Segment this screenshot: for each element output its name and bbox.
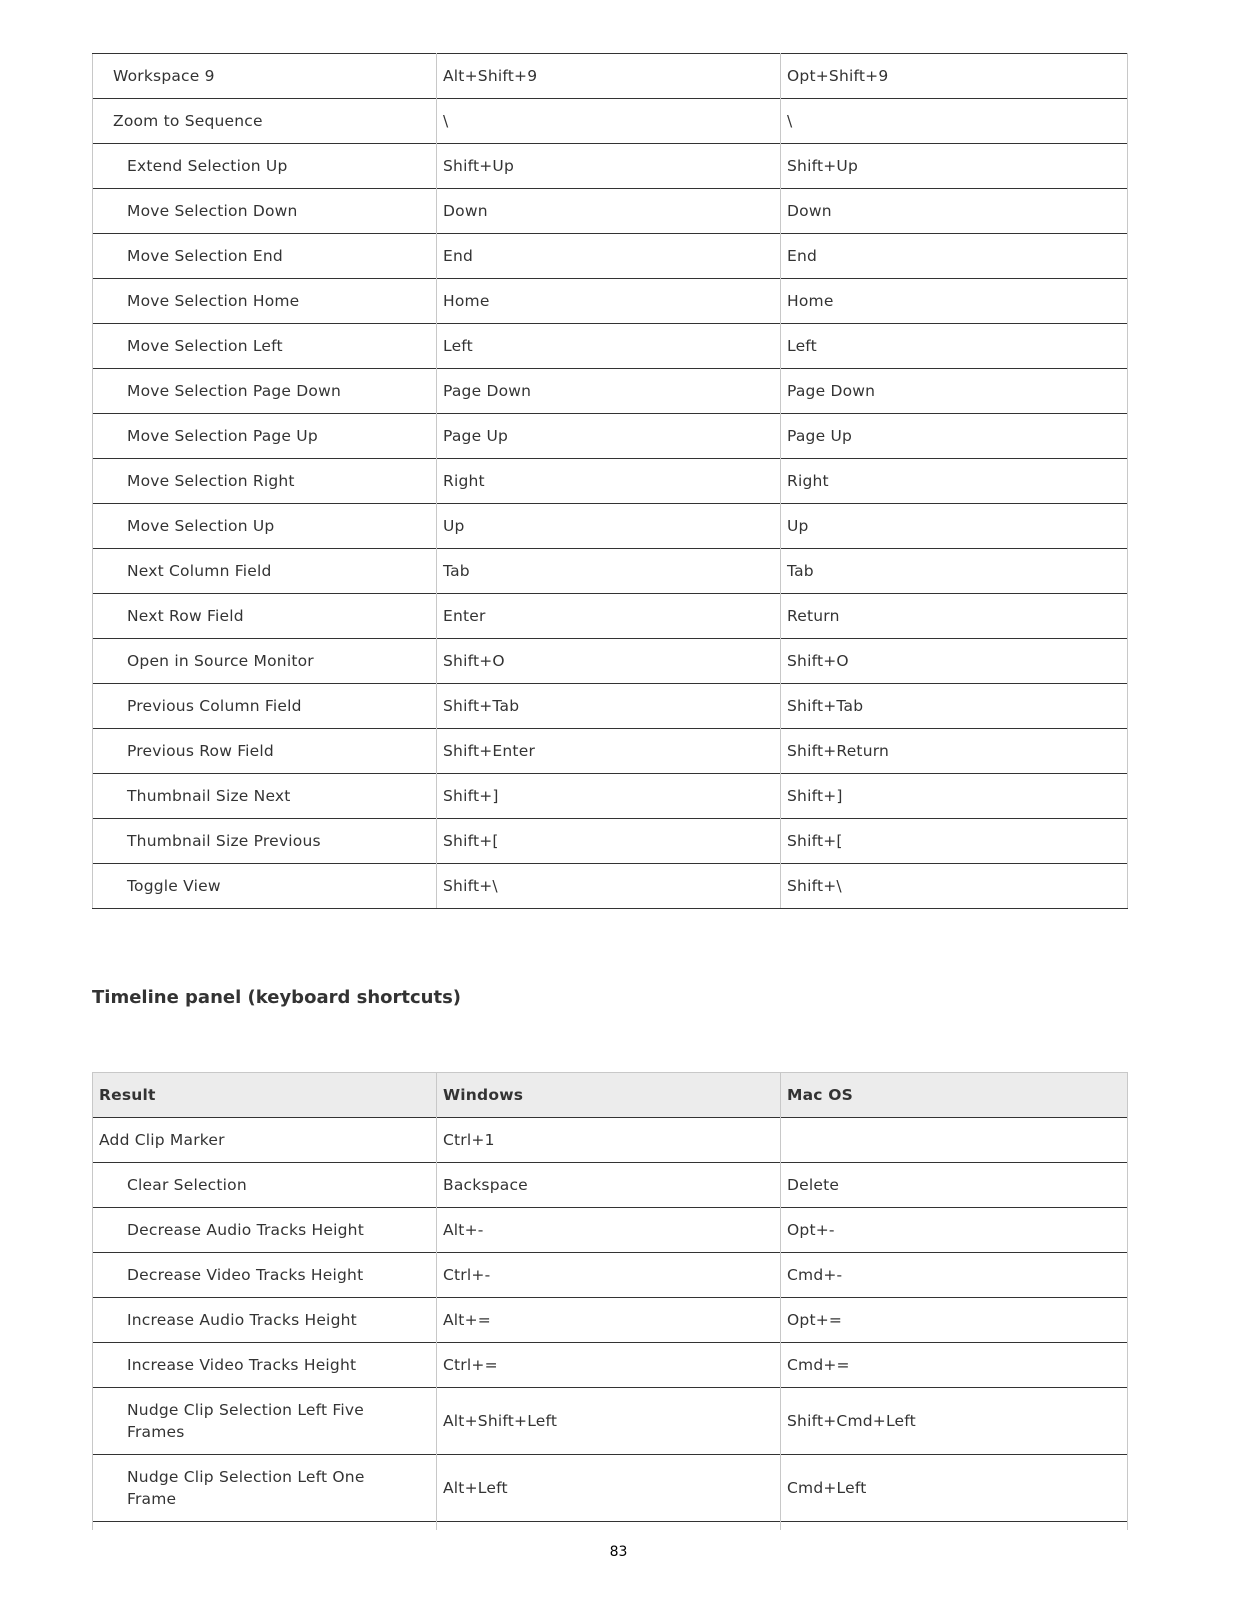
cell-windows: Down	[437, 189, 781, 234]
table-row	[93, 1253, 1128, 1298]
cell-windows: Enter	[437, 594, 781, 639]
cell-mac: Shift+Return	[781, 729, 1128, 774]
cell-result: Nudge Clip Selection Left One Frame	[93, 1455, 437, 1522]
table-row	[93, 1208, 1128, 1253]
cell-mac: Shift+\	[781, 864, 1128, 909]
header-windows: Windows	[437, 1073, 781, 1118]
cell-windows: Shift+[	[437, 819, 781, 864]
cell-mac: Cmd+Left	[781, 1455, 1128, 1522]
cell-result: Move Selection Home	[93, 279, 437, 324]
cell-result: Move Selection Left	[93, 324, 437, 369]
cell-mac: Left	[781, 324, 1128, 369]
cell-windows: Tab	[437, 549, 781, 594]
cell-mac: Shift+]	[781, 774, 1128, 819]
cell-mac	[781, 1522, 1128, 1531]
cell-windows: Up	[437, 504, 781, 549]
cell-mac: Shift+O	[781, 639, 1128, 684]
cell-windows: Home	[437, 279, 781, 324]
cell-windows: Page Down	[437, 369, 781, 414]
cell-result: Thumbnail Size Previous	[93, 819, 437, 864]
cell-windows: Shift+Enter	[437, 729, 781, 774]
cell-windows: Alt+-	[437, 1208, 781, 1253]
header-mac-os: Mac OS	[781, 1073, 1128, 1118]
cell-mac	[781, 1118, 1128, 1163]
cell-windows: Shift+]	[437, 774, 781, 819]
cell-mac: Opt+Shift+9	[781, 54, 1128, 99]
cell-result: Toggle View	[93, 864, 437, 909]
cell-result: Extend Selection Up	[93, 144, 437, 189]
cell-mac: Cmd+-	[781, 1253, 1128, 1298]
cell-mac: Shift+Up	[781, 144, 1128, 189]
cell-result: Thumbnail Size Next	[93, 774, 437, 819]
cell-windows: Ctrl+=	[437, 1343, 781, 1388]
cell-result: Clear Selection	[93, 1163, 437, 1208]
cell-mac: Return	[781, 594, 1128, 639]
cell-mac: Opt+-	[781, 1208, 1128, 1253]
cell-mac: Right	[781, 459, 1128, 504]
cell-windows: Alt+Shift+Left	[437, 1388, 781, 1455]
table-row	[93, 1163, 1128, 1208]
cell-mac: Shift+Cmd+Left	[781, 1388, 1128, 1455]
cell-windows: Alt+Left	[437, 1455, 781, 1522]
page-number: 83	[609, 1544, 628, 1560]
cell-windows: Shift+O	[437, 639, 781, 684]
cell-windows: End	[437, 234, 781, 279]
cell-windows: Shift+\	[437, 864, 781, 909]
cell-result: Workspace 9	[93, 54, 437, 99]
table-row	[93, 1298, 1128, 1343]
cell-windows: Shift+Tab	[437, 684, 781, 729]
cell-windows: Right	[437, 459, 781, 504]
table-row	[93, 1118, 1128, 1163]
cell-result: Next Column Field	[93, 549, 437, 594]
cell-windows: Ctrl+-	[437, 1253, 781, 1298]
table-row	[93, 1388, 1128, 1455]
cell-result: Move Selection End	[93, 234, 437, 279]
cell-mac: \	[781, 99, 1128, 144]
cell-mac: Shift+[	[781, 819, 1128, 864]
cell-result: Move Selection Right	[93, 459, 437, 504]
cell-result: Open in Source Monitor	[93, 639, 437, 684]
cell-mac: Page Down	[781, 369, 1128, 414]
cell-result: Add Clip Marker	[93, 1118, 437, 1163]
cell-windows: Shift+Up	[437, 144, 781, 189]
cell-result	[93, 1522, 437, 1531]
cell-mac: Delete	[781, 1163, 1128, 1208]
cell-mac: Page Up	[781, 414, 1128, 459]
timeline-section-heading: Timeline panel (keyboard shortcuts)	[92, 987, 462, 1008]
cell-result: Previous Column Field	[93, 684, 437, 729]
cell-result: Previous Row Field	[93, 729, 437, 774]
cell-result: Move Selection Up	[93, 504, 437, 549]
timeline-table-body	[93, 1118, 1128, 1531]
cell-mac: Home	[781, 279, 1128, 324]
cell-windows: Page Up	[437, 414, 781, 459]
cell-mac: Up	[781, 504, 1128, 549]
cell-windows: Alt+=	[437, 1298, 781, 1343]
cell-result: Decrease Video Tracks Height	[93, 1253, 437, 1298]
table-row	[93, 1343, 1128, 1388]
cell-result: Move Selection Page Up	[93, 414, 437, 459]
cell-windows: Ctrl+1	[437, 1118, 781, 1163]
cell-result: Decrease Audio Tracks Height	[93, 1208, 437, 1253]
cell-windows: Alt+Shift+9	[437, 54, 781, 99]
cell-result: Nudge Clip Selection Left Five Frames	[93, 1388, 437, 1455]
table-row	[93, 1522, 1128, 1531]
cell-result: Increase Audio Tracks Height	[93, 1298, 437, 1343]
table-header-row	[93, 1073, 1128, 1118]
cell-mac: Shift+Tab	[781, 684, 1128, 729]
timeline-shortcuts-table	[92, 1072, 1128, 1530]
cell-result: Next Row Field	[93, 594, 437, 639]
cell-mac: End	[781, 234, 1128, 279]
header-result: Result	[93, 1073, 437, 1118]
cell-mac: Cmd+=	[781, 1343, 1128, 1388]
cell-mac: Opt+=	[781, 1298, 1128, 1343]
cell-windows	[437, 1522, 781, 1531]
cell-windows: Backspace	[437, 1163, 781, 1208]
cell-windows: \	[437, 99, 781, 144]
cell-result: Zoom to Sequence	[93, 99, 437, 144]
cell-result: Move Selection Page Down	[93, 369, 437, 414]
table-row	[93, 1455, 1128, 1522]
cell-mac: Down	[781, 189, 1128, 234]
cell-windows: Left	[437, 324, 781, 369]
cell-result: Move Selection Down	[93, 189, 437, 234]
cell-result: Increase Video Tracks Height	[93, 1343, 437, 1388]
cell-mac: Tab	[781, 549, 1128, 594]
